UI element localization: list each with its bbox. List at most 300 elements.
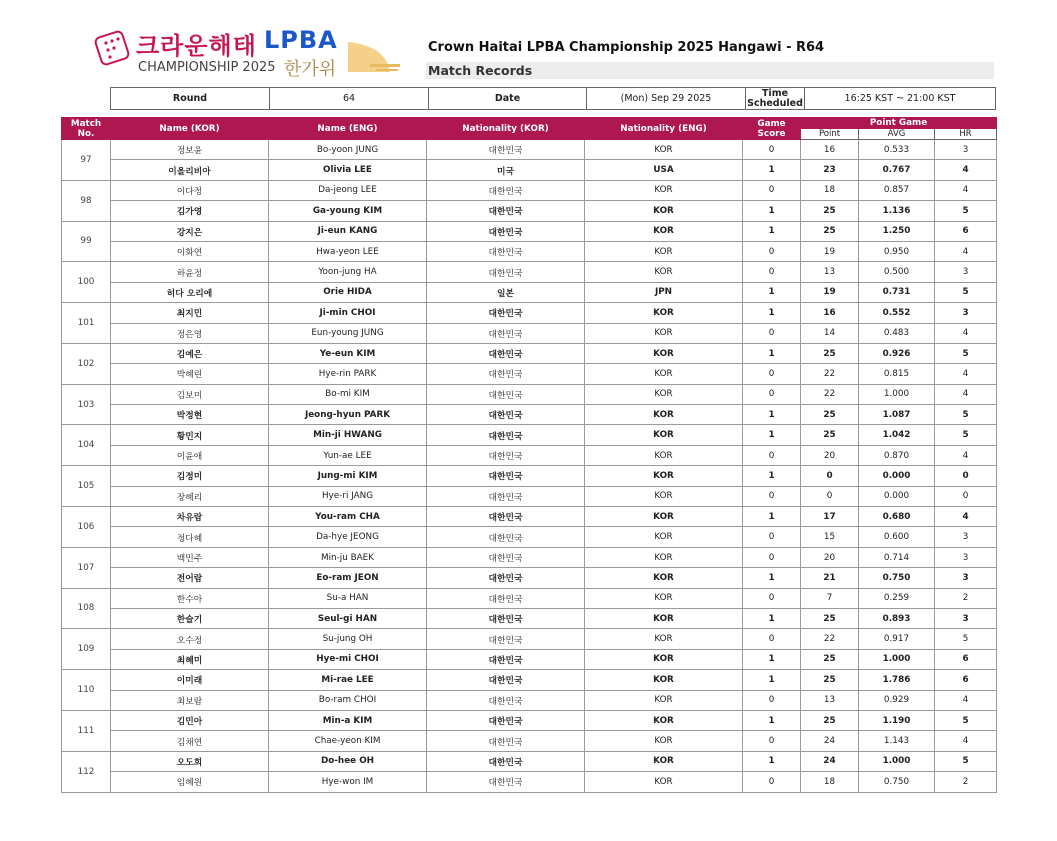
player-name-eng: Min-ju BAEK (269, 547, 427, 567)
high-run: 4 (935, 731, 997, 751)
point: 25 (801, 608, 859, 628)
player-name-kor: 박정현 (111, 405, 269, 425)
nationality-eng: KOR (585, 405, 743, 425)
player-row (62, 568, 997, 588)
high-run: 4 (935, 241, 997, 261)
match-number: 112 (62, 751, 111, 792)
point: 15 (801, 527, 859, 547)
logo-brand-text: LPBA (264, 26, 338, 54)
player-name-eng: Ji-min CHOI (269, 303, 427, 323)
player-name-kor: 정은영 (111, 323, 269, 343)
logo-hangawi: 한가위 (284, 59, 337, 80)
player-name-eng: Yoon-jung HA (269, 262, 427, 282)
high-run: 5 (935, 751, 997, 771)
player-name-eng: Eo-ram JEON (269, 568, 427, 588)
high-run: 6 (935, 670, 997, 690)
player-row (62, 425, 997, 445)
player-name-eng: Hye-mi CHOI (269, 649, 427, 669)
point: 13 (801, 690, 859, 710)
average: 0.600 (859, 527, 935, 547)
high-run: 5 (935, 201, 997, 221)
game-score: 0 (743, 323, 801, 343)
date-value: (Mon) Sep 29 2025 (587, 88, 746, 110)
player-name-eng: Da-hye JEONG (269, 527, 427, 547)
nationality-eng: KOR (585, 221, 743, 241)
moon-decoration-icon (346, 40, 402, 74)
player-name-kor: 백민주 (111, 547, 269, 567)
player-row (62, 486, 997, 506)
nationality-eng: KOR (585, 180, 743, 200)
player-name-kor: 최지민 (111, 303, 269, 323)
match-number: 108 (62, 588, 111, 629)
point: 16 (801, 303, 859, 323)
nationality-eng: KOR (585, 303, 743, 323)
high-run: 5 (935, 629, 997, 649)
nationality-kor: 대한민국 (427, 547, 585, 567)
nationality-kor: 대한민국 (427, 772, 585, 792)
player-row (62, 282, 997, 302)
game-score: 1 (743, 201, 801, 221)
nationality-eng: KOR (585, 690, 743, 710)
point: 0 (801, 486, 859, 506)
high-run: 3 (935, 303, 997, 323)
average: 0.000 (859, 466, 935, 486)
point: 0 (801, 466, 859, 486)
high-run: 5 (935, 343, 997, 363)
game-score: 1 (743, 425, 801, 445)
nationality-eng: JPN (585, 282, 743, 302)
high-run: 6 (935, 649, 997, 669)
game-score: 0 (743, 629, 801, 649)
player-name-eng: Yun-ae LEE (269, 445, 427, 465)
player-row (62, 303, 997, 323)
header-point-game: Point Game (801, 118, 997, 129)
header-game-score: Game Score (743, 118, 801, 140)
average: 0.950 (859, 241, 935, 261)
nationality-kor: 대한민국 (427, 323, 585, 343)
player-name-eng: Seul-gi HAN (269, 608, 427, 628)
average: 1.000 (859, 751, 935, 771)
nationality-kor: 대한민국 (427, 690, 585, 710)
header-nationality-kor: Nationality (KOR) (427, 118, 585, 140)
nationality-kor: 대한민국 (427, 445, 585, 465)
high-run: 4 (935, 445, 997, 465)
player-name-kor: 하윤정 (111, 262, 269, 282)
match-number: 110 (62, 670, 111, 711)
player-row (62, 405, 997, 425)
nationality-eng: KOR (585, 608, 743, 628)
nationality-kor: 대한민국 (427, 384, 585, 404)
game-score: 0 (743, 690, 801, 710)
game-score: 1 (743, 751, 801, 771)
average: 1.087 (859, 405, 935, 425)
player-row (62, 588, 997, 608)
player-row (62, 221, 997, 241)
player-name-eng: Do-hee OH (269, 751, 427, 771)
player-name-eng: Min-a KIM (269, 710, 427, 730)
player-name-kor: 김가영 (111, 201, 269, 221)
player-name-eng: Su-a HAN (269, 588, 427, 608)
game-score: 0 (743, 547, 801, 567)
header-name-eng: Name (ENG) (269, 118, 427, 140)
nationality-eng: KOR (585, 710, 743, 730)
average: 1.786 (859, 670, 935, 690)
average: 0.929 (859, 690, 935, 710)
header-match-no: Match No. (62, 118, 111, 140)
match-rows (62, 140, 997, 793)
player-name-kor: 임혜원 (111, 772, 269, 792)
game-score: 1 (743, 303, 801, 323)
match-number: 105 (62, 466, 111, 507)
player-row (62, 751, 997, 771)
average: 1.000 (859, 649, 935, 669)
nationality-kor: 대한민국 (427, 466, 585, 486)
game-score: 1 (743, 649, 801, 669)
nationality-eng: KOR (585, 201, 743, 221)
player-name-eng: Da-jeong LEE (269, 180, 427, 200)
nationality-eng: KOR (585, 323, 743, 343)
match-number: 103 (62, 384, 111, 425)
player-row (62, 201, 997, 221)
point: 19 (801, 282, 859, 302)
nationality-eng: KOR (585, 425, 743, 445)
point: 25 (801, 670, 859, 690)
header-point: Point (801, 129, 859, 140)
game-score: 1 (743, 282, 801, 302)
player-row (62, 527, 997, 547)
player-row (62, 140, 997, 160)
player-row (62, 547, 997, 567)
nationality-kor: 일본 (427, 282, 585, 302)
average: 1.000 (859, 384, 935, 404)
nationality-eng: KOR (585, 527, 743, 547)
player-name-kor: 전어람 (111, 568, 269, 588)
game-score: 1 (743, 343, 801, 363)
player-row (62, 343, 997, 363)
point: 14 (801, 323, 859, 343)
game-score: 0 (743, 486, 801, 506)
nationality-kor: 대한민국 (427, 486, 585, 506)
player-name-kor: 김예은 (111, 343, 269, 363)
average: 0.500 (859, 262, 935, 282)
player-name-kor: 이다정 (111, 180, 269, 200)
player-name-kor: 김보미 (111, 384, 269, 404)
point: 25 (801, 343, 859, 363)
game-score: 0 (743, 364, 801, 384)
nationality-eng: KOR (585, 507, 743, 527)
nationality-kor: 대한민국 (427, 201, 585, 221)
nationality-kor: 대한민국 (427, 425, 585, 445)
nationality-eng: KOR (585, 547, 743, 567)
nationality-kor: 미국 (427, 160, 585, 180)
player-row (62, 445, 997, 465)
header-nationality-eng: Nationality (ENG) (585, 118, 743, 140)
high-run: 4 (935, 690, 997, 710)
header-name-kor: Name (KOR) (111, 118, 269, 140)
nationality-eng: KOR (585, 466, 743, 486)
match-number: 102 (62, 343, 111, 384)
nationality-eng: KOR (585, 140, 743, 160)
player-name-eng: You-ram CHA (269, 507, 427, 527)
point: 20 (801, 547, 859, 567)
player-name-eng: Jung-mi KIM (269, 466, 427, 486)
point: 23 (801, 160, 859, 180)
nationality-eng: KOR (585, 241, 743, 261)
average: 0.259 (859, 588, 935, 608)
high-run: 5 (935, 405, 997, 425)
average: 0.552 (859, 303, 935, 323)
player-name-kor: 김정미 (111, 466, 269, 486)
game-score: 1 (743, 160, 801, 180)
game-score: 0 (743, 180, 801, 200)
high-run: 3 (935, 608, 997, 628)
average: 1.143 (859, 731, 935, 751)
player-name-kor: 이올리비아 (111, 160, 269, 180)
point: 25 (801, 649, 859, 669)
player-name-kor: 김민아 (111, 710, 269, 730)
average: 0.767 (859, 160, 935, 180)
point: 19 (801, 241, 859, 261)
high-run: 5 (935, 710, 997, 730)
game-score: 0 (743, 527, 801, 547)
nationality-kor: 대한민국 (427, 364, 585, 384)
player-name-eng: Hye-rin PARK (269, 364, 427, 384)
player-row (62, 772, 997, 792)
player-name-eng: Ji-eun KANG (269, 221, 427, 241)
player-name-kor: 오수정 (111, 629, 269, 649)
player-name-eng: Bo-ram CHOI (269, 690, 427, 710)
average: 1.250 (859, 221, 935, 241)
player-name-eng: Ye-eun KIM (269, 343, 427, 363)
player-name-kor: 히다 오리에 (111, 282, 269, 302)
player-name-kor: 정다혜 (111, 527, 269, 547)
high-run: 0 (935, 486, 997, 506)
player-name-eng: Mi-rae LEE (269, 670, 427, 690)
player-name-kor: 정보윤 (111, 140, 269, 160)
player-name-eng: Bo-yoon JUNG (269, 140, 427, 160)
time-value: 16:25 KST ~ 21:00 KST (805, 88, 996, 110)
point: 22 (801, 629, 859, 649)
average: 0.926 (859, 343, 935, 363)
average: 0.815 (859, 364, 935, 384)
game-score: 1 (743, 670, 801, 690)
nationality-kor: 대한민국 (427, 731, 585, 751)
high-run: 3 (935, 140, 997, 160)
high-run: 4 (935, 364, 997, 384)
player-row (62, 629, 997, 649)
match-number: 104 (62, 425, 111, 466)
point: 25 (801, 201, 859, 221)
game-score: 0 (743, 262, 801, 282)
average: 0.893 (859, 608, 935, 628)
nationality-kor: 대한민국 (427, 180, 585, 200)
player-name-eng: Hye-won IM (269, 772, 427, 792)
game-score: 1 (743, 710, 801, 730)
player-name-kor: 이윤애 (111, 445, 269, 465)
player-name-kor: 최보람 (111, 690, 269, 710)
nationality-eng: KOR (585, 588, 743, 608)
player-name-eng: Min-ji HWANG (269, 425, 427, 445)
match-number: 99 (62, 221, 111, 262)
point: 24 (801, 731, 859, 751)
nationality-eng: KOR (585, 445, 743, 465)
nationality-eng: KOR (585, 649, 743, 669)
nationality-eng: KOR (585, 751, 743, 771)
high-run: 3 (935, 527, 997, 547)
game-score: 0 (743, 588, 801, 608)
average: 0.714 (859, 547, 935, 567)
player-name-kor: 오도희 (111, 751, 269, 771)
point: 25 (801, 405, 859, 425)
nationality-kor: 대한민국 (427, 262, 585, 282)
high-run: 4 (935, 507, 997, 527)
average: 0.680 (859, 507, 935, 527)
game-score: 1 (743, 221, 801, 241)
player-row (62, 731, 997, 751)
round-label: Round (111, 88, 270, 110)
nationality-kor: 대한민국 (427, 405, 585, 425)
average: 0.533 (859, 140, 935, 160)
average: 0.750 (859, 772, 935, 792)
average: 0.000 (859, 486, 935, 506)
player-name-kor: 이화연 (111, 241, 269, 261)
point: 25 (801, 221, 859, 241)
game-score: 0 (743, 140, 801, 160)
player-name-eng: Bo-mi KIM (269, 384, 427, 404)
point: 7 (801, 588, 859, 608)
game-score: 1 (743, 608, 801, 628)
point: 24 (801, 751, 859, 771)
event-logo (88, 24, 408, 82)
round-value: 64 (270, 88, 429, 110)
high-run: 0 (935, 466, 997, 486)
point: 21 (801, 568, 859, 588)
player-name-eng: Orie HIDA (269, 282, 427, 302)
match-number: 97 (62, 140, 111, 181)
logo-subtitle: CHAMPIONSHIP 2025 (138, 60, 276, 75)
average: 1.190 (859, 710, 935, 730)
nationality-kor: 대한민국 (427, 221, 585, 241)
billiard-cube-icon (92, 30, 132, 70)
high-run: 3 (935, 262, 997, 282)
nationality-kor: 대한민국 (427, 588, 585, 608)
high-run: 5 (935, 282, 997, 302)
match-number: 111 (62, 710, 111, 751)
nationality-kor: 대한민국 (427, 568, 585, 588)
point: 18 (801, 772, 859, 792)
game-score: 0 (743, 241, 801, 261)
average: 0.917 (859, 629, 935, 649)
nationality-kor: 대한민국 (427, 241, 585, 261)
high-run: 4 (935, 180, 997, 200)
nationality-kor: 대한민국 (427, 751, 585, 771)
player-name-eng: Ga-young KIM (269, 201, 427, 221)
match-number: 101 (62, 303, 111, 344)
high-run: 3 (935, 568, 997, 588)
nationality-eng: KOR (585, 384, 743, 404)
player-row (62, 364, 997, 384)
point: 25 (801, 425, 859, 445)
nationality-eng: KOR (585, 772, 743, 792)
header-hr: HR (935, 129, 997, 140)
point: 16 (801, 140, 859, 160)
player-row (62, 262, 997, 282)
average: 0.731 (859, 282, 935, 302)
nationality-eng: KOR (585, 629, 743, 649)
game-score: 0 (743, 772, 801, 792)
nationality-kor: 대한민국 (427, 670, 585, 690)
average: 0.857 (859, 180, 935, 200)
player-row (62, 649, 997, 669)
game-score: 1 (743, 466, 801, 486)
average: 0.750 (859, 568, 935, 588)
player-name-eng: Hwa-yeon LEE (269, 241, 427, 261)
match-number: 100 (62, 262, 111, 303)
player-row (62, 384, 997, 404)
high-run: 2 (935, 588, 997, 608)
nationality-eng: KOR (585, 568, 743, 588)
player-name-kor: 김채연 (111, 731, 269, 751)
match-records-table (61, 117, 997, 793)
player-row (62, 466, 997, 486)
point: 25 (801, 710, 859, 730)
game-score: 0 (743, 384, 801, 404)
nationality-eng: KOR (585, 364, 743, 384)
player-name-kor: 한수아 (111, 588, 269, 608)
average: 0.483 (859, 323, 935, 343)
nationality-eng: KOR (585, 262, 743, 282)
average: 0.870 (859, 445, 935, 465)
point: 17 (801, 507, 859, 527)
nationality-kor: 대한민국 (427, 303, 585, 323)
player-name-eng: Jeong-hyun PARK (269, 405, 427, 425)
player-name-kor: 황민지 (111, 425, 269, 445)
date-label: Date (429, 88, 587, 110)
nationality-eng: USA (585, 160, 743, 180)
player-row (62, 690, 997, 710)
nationality-eng: KOR (585, 670, 743, 690)
high-run: 5 (935, 425, 997, 445)
time-label: Time Scheduled (747, 87, 803, 109)
nationality-eng: KOR (585, 486, 743, 506)
point: 20 (801, 445, 859, 465)
nationality-kor: 대한민국 (427, 608, 585, 628)
header-avg: AVG (859, 129, 935, 140)
player-name-kor: 박혜린 (111, 364, 269, 384)
game-score: 1 (743, 568, 801, 588)
player-name-eng: Su-jung OH (269, 629, 427, 649)
high-run: 4 (935, 384, 997, 404)
average: 1.042 (859, 425, 935, 445)
logo-korean-text: 크라운해태 (136, 32, 257, 60)
player-name-kor: 강지은 (111, 221, 269, 241)
point: 22 (801, 364, 859, 384)
nationality-kor: 대한민국 (427, 629, 585, 649)
round-info-table (110, 87, 996, 110)
nationality-kor: 대한민국 (427, 710, 585, 730)
player-name-kor: 이미래 (111, 670, 269, 690)
player-name-kor: 차유람 (111, 507, 269, 527)
high-run: 4 (935, 323, 997, 343)
match-number: 98 (62, 180, 111, 221)
player-row (62, 608, 997, 628)
player-name-eng: Hye-ri JANG (269, 486, 427, 506)
high-run: 3 (935, 547, 997, 567)
nationality-kor: 대한민국 (427, 507, 585, 527)
player-name-eng: Eun-young JUNG (269, 323, 427, 343)
point: 13 (801, 262, 859, 282)
high-run: 4 (935, 160, 997, 180)
